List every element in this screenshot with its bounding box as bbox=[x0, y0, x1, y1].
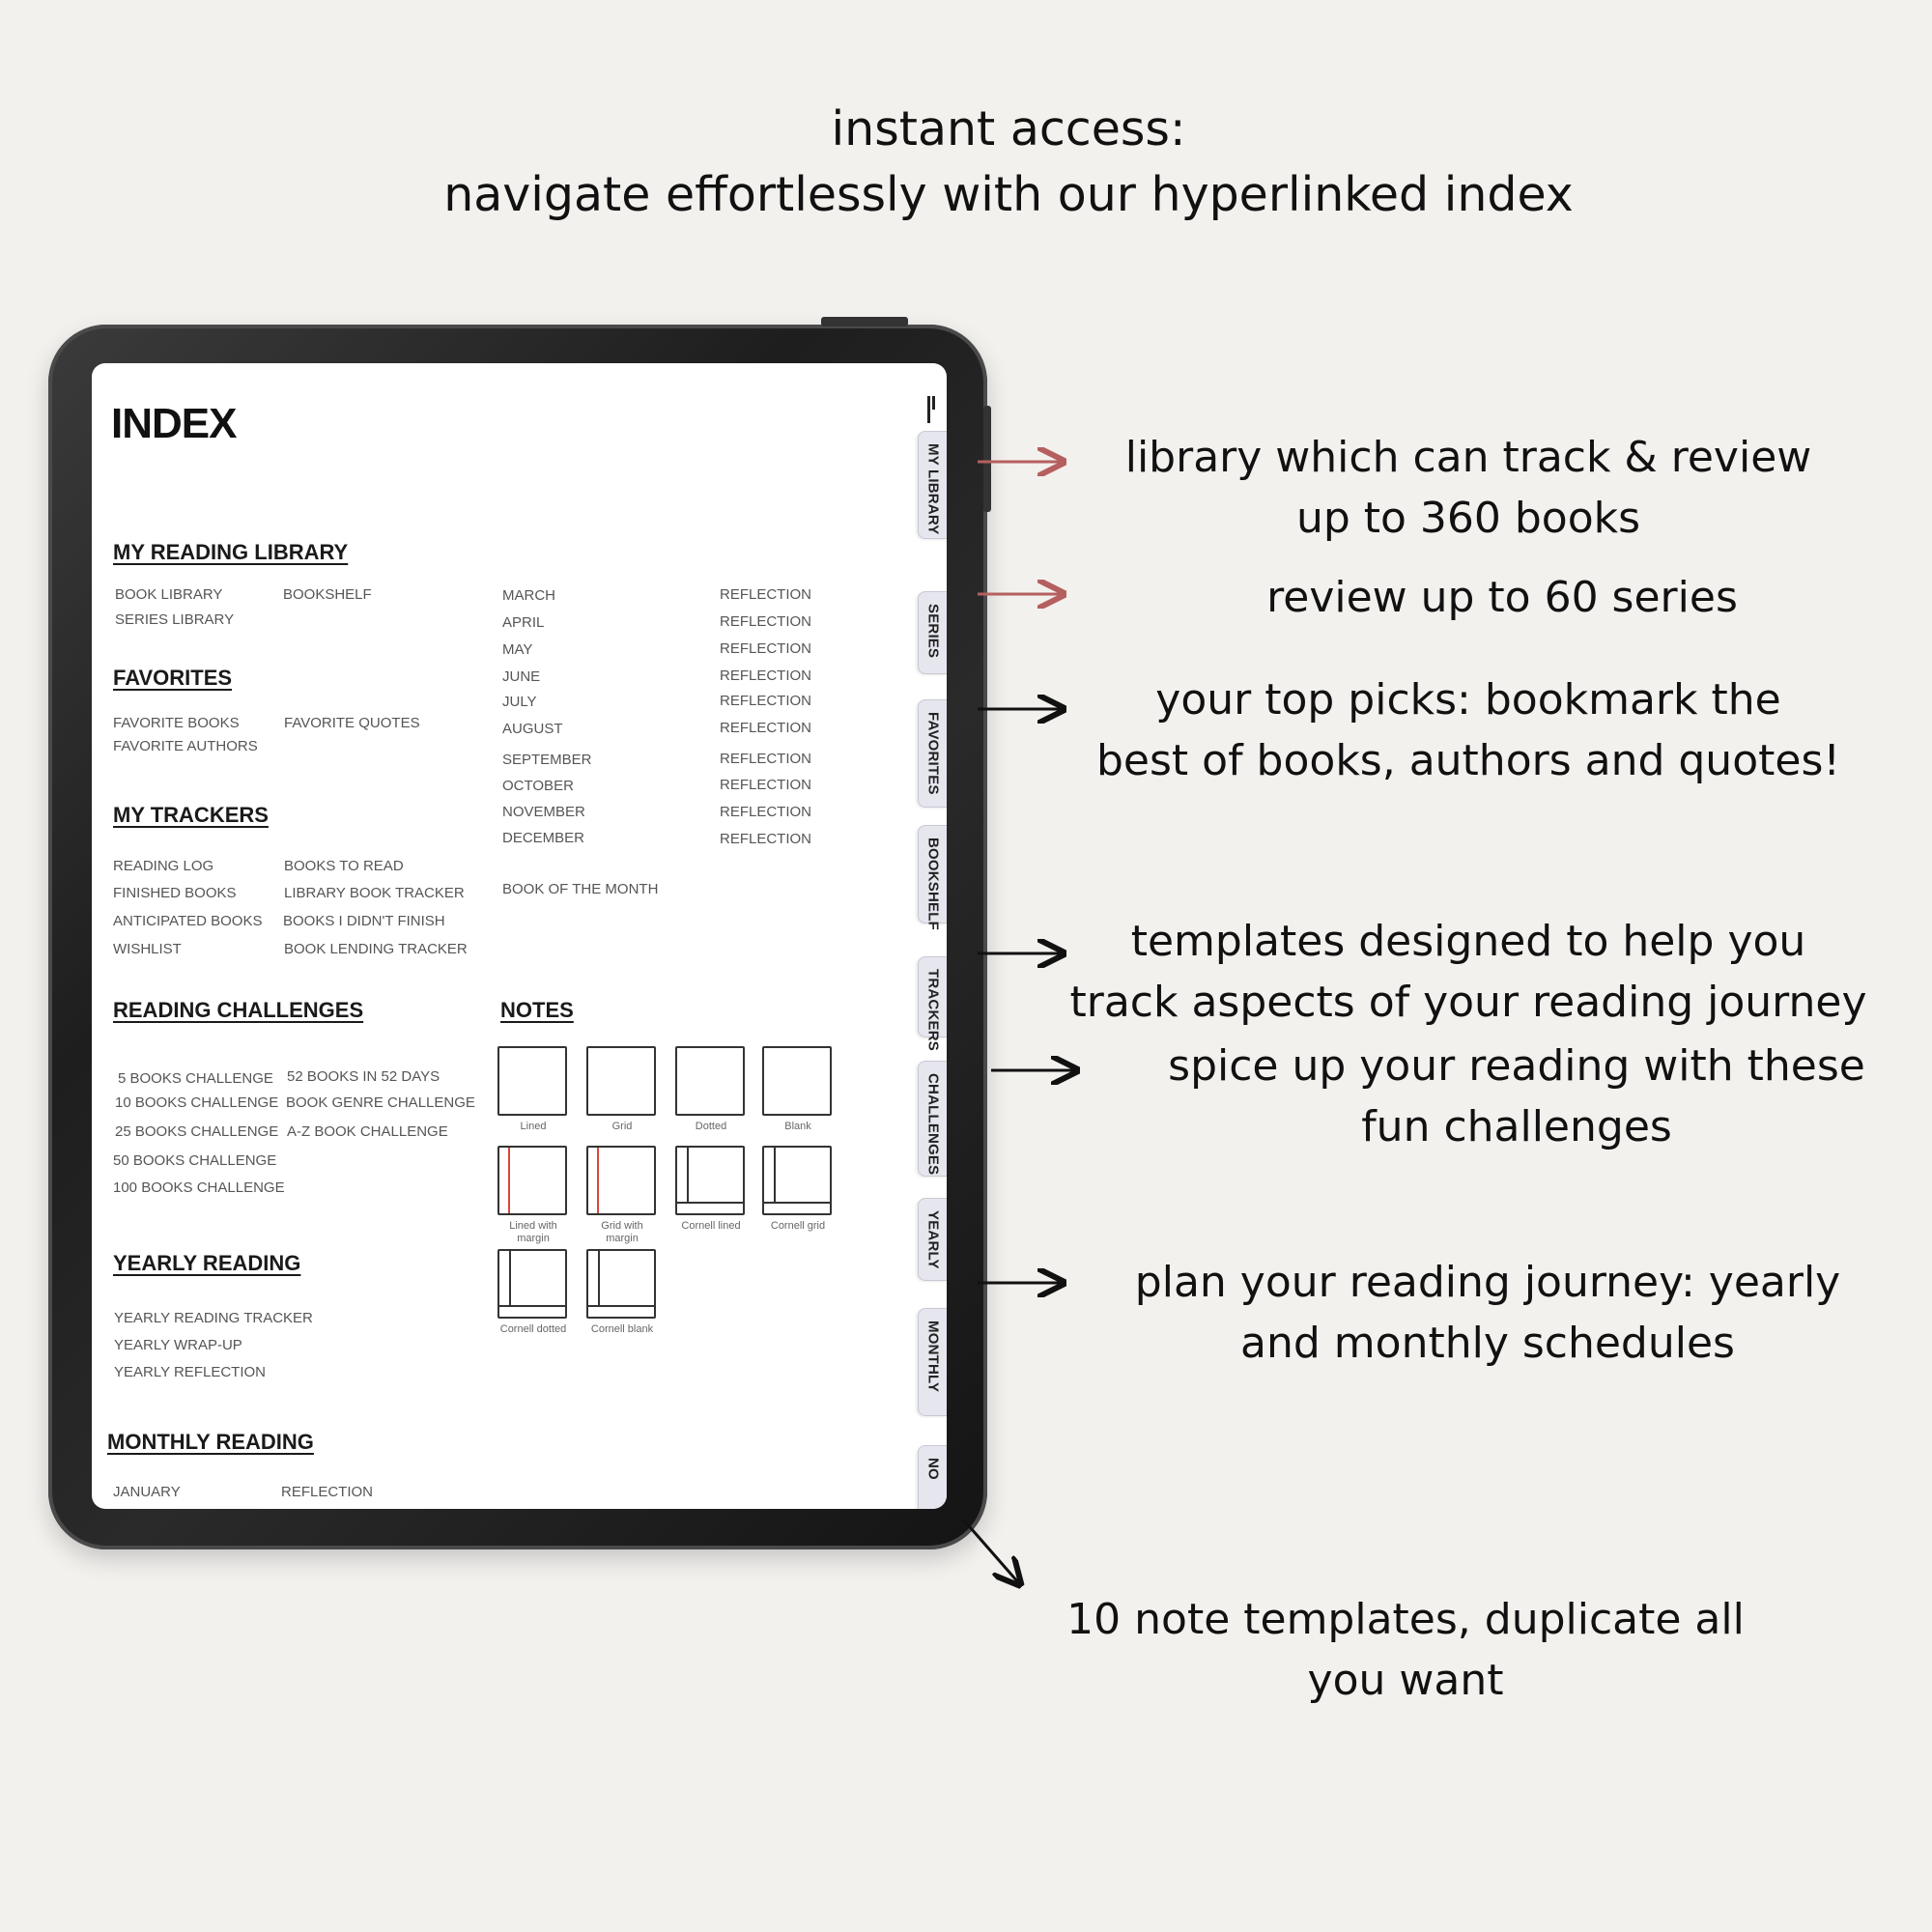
link-reading-log[interactable]: READING LOG bbox=[113, 858, 214, 874]
link-reflection-august[interactable]: REFLECTION bbox=[720, 720, 812, 736]
link-100-books-challenge[interactable]: 100 BOOKS CHALLENGE bbox=[113, 1179, 285, 1196]
tab-label: FAVORITES bbox=[924, 712, 942, 795]
link-reflection-october[interactable]: REFLECTION bbox=[720, 777, 812, 793]
link-library-book-tracker[interactable]: LIBRARY BOOK TRACKER bbox=[284, 885, 465, 901]
callout-line: fun challenges bbox=[1361, 1102, 1672, 1151]
note-template-label: Blank bbox=[784, 1121, 811, 1132]
link-month-december[interactable]: DECEMBER bbox=[502, 830, 585, 846]
heading-my-trackers[interactable]: MY TRACKERS bbox=[113, 803, 269, 827]
link-reflection-april[interactable]: REFLECTION bbox=[720, 613, 812, 630]
tab-label: TRACKERS bbox=[924, 969, 942, 1051]
callout-line: best of books, authors and quotes! bbox=[1096, 736, 1840, 785]
link-series-library[interactable]: SERIES LIBRARY bbox=[115, 611, 235, 628]
link-books-to-read[interactable]: BOOKS TO READ bbox=[284, 858, 404, 874]
link-month-august[interactable]: AUGUST bbox=[502, 721, 563, 737]
headline-line-1: instant access: bbox=[831, 101, 1186, 156]
link-book-lending-tracker[interactable]: BOOK LENDING TRACKER bbox=[284, 941, 468, 957]
callout-line: track aspects of your reading journey bbox=[1069, 978, 1867, 1027]
link-month-may[interactable]: MAY bbox=[502, 641, 533, 658]
note-template-label: Cornell dotted bbox=[499, 1323, 567, 1335]
link-finished-books[interactable]: FINISHED BOOKS bbox=[113, 885, 237, 901]
link-month-april[interactable]: APRIL bbox=[502, 614, 545, 631]
heading-my-reading-library[interactable]: MY READING LIBRARY bbox=[113, 540, 349, 564]
callout-line: plan your reading journey: yearly bbox=[1134, 1258, 1841, 1307]
callout-line: your top picks: bookmark the bbox=[1155, 675, 1781, 724]
heading-reading-challenges[interactable]: READING CHALLENGES bbox=[113, 998, 364, 1022]
link-bookshelf[interactable]: BOOKSHELF bbox=[283, 586, 372, 603]
link-50-books-challenge[interactable]: 50 BOOKS CHALLENGE bbox=[113, 1152, 277, 1169]
link-month-june[interactable]: JUNE bbox=[502, 668, 541, 685]
callout-planning bbox=[1082, 1252, 1893, 1374]
link-favorite-quotes[interactable]: FAVORITE QUOTES bbox=[284, 715, 420, 731]
callout-line: review up to 60 series bbox=[1266, 573, 1738, 622]
link-reflection-may[interactable]: REFLECTION bbox=[720, 640, 812, 657]
link-reflection-september[interactable]: REFLECTION bbox=[720, 751, 812, 767]
link-wishlist[interactable]: WISHLIST bbox=[113, 941, 182, 957]
callout-trackers bbox=[1053, 911, 1884, 1033]
heading-yearly-reading[interactable]: YEARLY READING bbox=[113, 1251, 301, 1275]
link-books-i-didnt-finish[interactable]: BOOKS I DIDN'T FINISH bbox=[283, 913, 445, 929]
link-reflection-december[interactable]: REFLECTION bbox=[720, 831, 812, 847]
link-reflection-june[interactable]: REFLECTION bbox=[720, 668, 812, 684]
heading-monthly-reading[interactable]: MONTHLY READING bbox=[107, 1430, 314, 1454]
link-reflection-july[interactable]: REFLECTION bbox=[720, 693, 812, 709]
heading-favorites[interactable]: FAVORITES bbox=[113, 666, 233, 690]
callout-line: you want bbox=[1307, 1656, 1504, 1705]
link-52-books-in-52-days[interactable]: 52 BOOKS IN 52 DAYS bbox=[287, 1068, 440, 1085]
callout-series bbox=[1092, 567, 1913, 628]
tab-label: NO bbox=[924, 1458, 942, 1480]
callout-library bbox=[1063, 427, 1874, 549]
note-template-label: Lined with margin bbox=[509, 1220, 557, 1244]
link-january[interactable]: JANUARY bbox=[113, 1484, 181, 1500]
note-template-label: Cornell grid bbox=[770, 1220, 826, 1232]
note-template-label: Cornell lined bbox=[681, 1220, 741, 1232]
link-month-july[interactable]: JULY bbox=[502, 694, 537, 710]
note-template-label: Grid bbox=[611, 1121, 633, 1132]
arrow-notes bbox=[964, 1520, 1018, 1582]
link-reflection-march[interactable]: REFLECTION bbox=[720, 586, 812, 603]
tab-label: MY LIBRARY bbox=[924, 443, 942, 535]
link-book-library[interactable]: BOOK LIBRARY bbox=[115, 586, 223, 603]
link-book-genre-challenge[interactable]: BOOK GENRE CHALLENGE bbox=[286, 1094, 475, 1111]
headline-line-2: navigate effortlessly with our hyperlinked index bbox=[443, 167, 1574, 222]
link-favorite-authors[interactable]: FAVORITE AUTHORS bbox=[113, 738, 258, 754]
link-month-march[interactable]: MARCH bbox=[502, 587, 555, 604]
link-january-reflection[interactable]: REFLECTION bbox=[281, 1484, 374, 1500]
note-template-label: Lined bbox=[520, 1121, 547, 1132]
tab-label: MONTHLY bbox=[924, 1321, 942, 1393]
callout-line: 10 note templates, duplicate all bbox=[1066, 1595, 1745, 1644]
tab-label: SERIES bbox=[924, 604, 942, 659]
link-yearly-reflection[interactable]: YEARLY REFLECTION bbox=[114, 1364, 266, 1380]
note-template-label: Grid with margin bbox=[601, 1220, 643, 1244]
heading-notes[interactable]: NOTES bbox=[500, 998, 574, 1022]
link-yearly-wrap-up[interactable]: YEARLY WRAP-UP bbox=[114, 1337, 242, 1353]
link-10-books-challenge[interactable]: 10 BOOKS CHALLENGE bbox=[115, 1094, 279, 1111]
index-title: INDEX bbox=[111, 400, 237, 447]
callout-notes bbox=[1005, 1589, 1806, 1711]
link-yearly-reading-tracker[interactable]: YEARLY READING TRACKER bbox=[114, 1310, 313, 1326]
link-book-of-the-month[interactable]: BOOK OF THE MONTH bbox=[502, 881, 659, 897]
link-5-books-challenge[interactable]: 5 BOOKS CHALLENGE bbox=[118, 1070, 273, 1087]
callout-line: spice up your reading with these bbox=[1168, 1041, 1865, 1091]
tab-label: YEARLY bbox=[924, 1210, 942, 1269]
note-template-label: Cornell blank bbox=[590, 1323, 654, 1335]
link-month-october[interactable]: OCTOBER bbox=[502, 778, 574, 794]
callout-line: library which can track & review bbox=[1124, 433, 1812, 482]
callout-line: templates designed to help you bbox=[1130, 917, 1806, 966]
tab-label: CHALLENGES bbox=[924, 1073, 942, 1176]
link-month-september[interactable]: SEPTEMBER bbox=[502, 752, 592, 768]
link-reflection-november[interactable]: REFLECTION bbox=[720, 804, 812, 820]
tab-label: BOOKSHELF bbox=[924, 838, 942, 930]
link-month-november[interactable]: NOVEMBER bbox=[502, 804, 585, 820]
link-25-books-challenge[interactable]: 25 BOOKS CHALLENGE bbox=[115, 1123, 279, 1140]
note-template-label: Dotted bbox=[695, 1121, 727, 1132]
callout-challenges bbox=[1101, 1036, 1932, 1157]
callout-line: and monthly schedules bbox=[1240, 1319, 1735, 1368]
link-anticipated-books[interactable]: ANTICIPATED BOOKS bbox=[113, 913, 263, 929]
link-a-z-book-challenge[interactable]: A-Z BOOK CHALLENGE bbox=[287, 1123, 448, 1140]
callout-favorites bbox=[1063, 669, 1874, 791]
callout-line: up to 360 books bbox=[1295, 494, 1641, 543]
link-favorite-books[interactable]: FAVORITE BOOKS bbox=[113, 715, 240, 731]
